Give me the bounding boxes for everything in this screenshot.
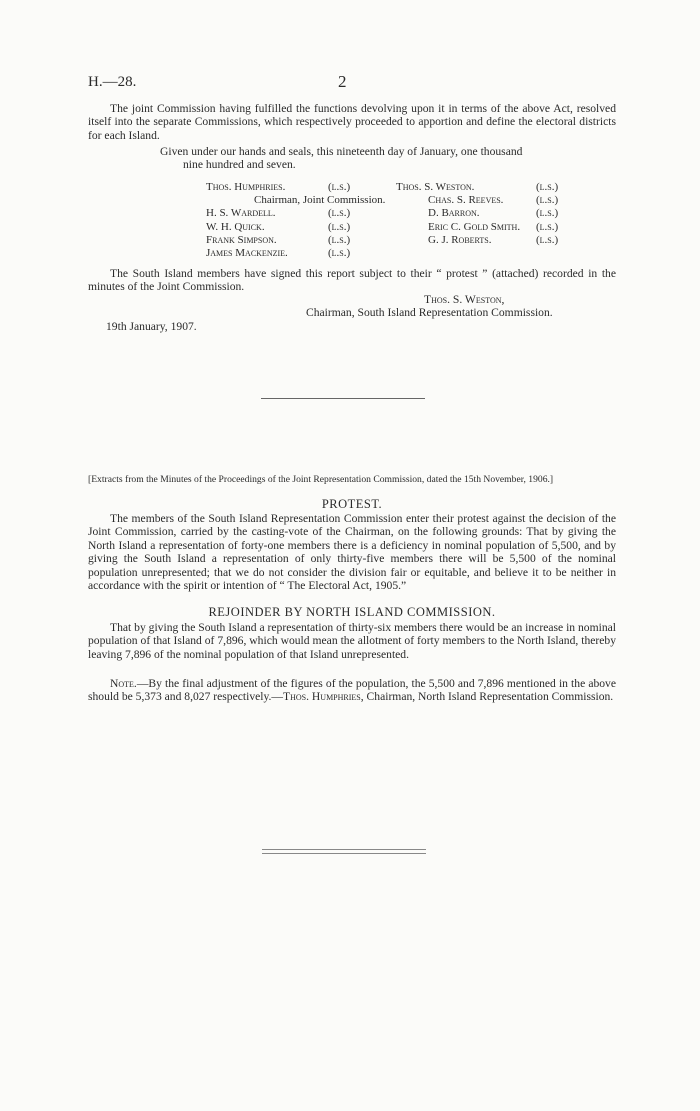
signature-block xyxy=(206,181,626,260)
signature-row xyxy=(206,247,626,260)
signature-row xyxy=(206,234,626,247)
note-signer-tail: , Chairman, North Island Representation Commission. xyxy=(360,690,614,704)
section-divider xyxy=(261,398,425,399)
south-island-note: The South Island members have signed this report subject to their “ protest ” (attached) recorded in the minutes of the Joint Commission. xyxy=(88,267,616,294)
signatory-name: Thos. Humphries. xyxy=(206,181,286,193)
report-date: 19th January, 1907. xyxy=(106,320,197,333)
given-line-1: Given under our hands and seals, this nineteenth day of January, one thousand xyxy=(160,145,523,158)
seal-mark: (l.s.) xyxy=(328,181,351,193)
signatory-name: D. Barron. xyxy=(428,207,480,220)
signatory-name: Chas. S. Reeves. xyxy=(428,194,504,207)
note-signer-name: Thos. Humphries xyxy=(283,690,361,704)
signatory-name: Eric C. Gold Smith. xyxy=(428,220,521,233)
rejoinder-heading: REJOINDER BY NORTH ISLAND COMMISSION. xyxy=(208,605,496,619)
seal-mark: (l.s.) xyxy=(536,220,559,233)
note-signer-title: Chairman, South Island Representation Commission. xyxy=(306,306,553,319)
rejoinder-paragraph: That by giving the South Island a representation of thirty-six members there would be an increase in nominal population of that Island of 7,896, which would mean the allotment of forty members to the North Island, thereby leaving 7,896 of the nominal population of that Island unrepresented. xyxy=(88,621,616,661)
protest-heading: PROTEST. xyxy=(321,497,383,511)
protest-paragraph: The members of the South Island Representation Commission enter their protest against the decision of the Joint Commission, carried by the casting-vote of the Chairman, on the following grounds: That by giving the North Island a representation of forty-one members there is a deficiency in nominal population of 5,500, and by giving the South Island a representation of only thirty-five members there will be 5,500 of the nominal population unrepresented; that we do not consider the division fair or equitable, and believe it to be neither in accordance with the spirit or intention of “ The Electoral Act, 1905.” xyxy=(88,512,616,593)
signatory-name: H. S. Wardell. xyxy=(206,207,276,220)
signature-row xyxy=(206,194,626,207)
signatory-name: Frank Simpson. xyxy=(206,233,277,246)
signatory-name: Thos. S. Weston. xyxy=(396,181,475,193)
seal-mark: (l.s.) xyxy=(536,194,559,207)
intro-paragraph: The joint Commission having fulfilled the functions devolving upon it in terms of the above Act, resolved itself into the separate Commissions, which respectively proceeded to apportion and define the electoral districts for each Island. xyxy=(88,102,616,142)
seal-mark: (l.s.) xyxy=(328,220,351,233)
signature-row xyxy=(206,207,626,220)
seal-mark: (l.s.) xyxy=(536,207,559,220)
signatory-name: James Mackenzie. xyxy=(206,246,288,259)
adjustment-note xyxy=(88,677,616,704)
seal-mark: (l.s.) xyxy=(328,233,351,246)
chairman-title: Chairman, Joint Commission. xyxy=(254,194,386,207)
page-number: 2 xyxy=(338,72,347,91)
note-label: Note. xyxy=(110,677,137,690)
extract-caption: [Extracts from the Minutes of the Proceedings of the Joint Representation Commission, dated the 15th November, 1906.] xyxy=(88,474,554,485)
report-reference: H.—28. xyxy=(88,74,137,90)
signatory-name: G. J. Roberts. xyxy=(428,233,492,246)
seal-mark: (l.s.) xyxy=(536,233,559,246)
end-rule-bottom xyxy=(262,853,426,854)
end-rule-top xyxy=(262,849,426,850)
seal-mark: (l.s.) xyxy=(536,181,559,193)
signature-row xyxy=(206,181,626,194)
seal-mark: (l.s.) xyxy=(328,207,351,220)
signature-row xyxy=(206,221,626,234)
signatory-name: W. H. Quick. xyxy=(206,220,265,233)
note-signer: Thos. S. Weston, xyxy=(424,293,505,306)
note-body: —By the final adjustment of the figures of the population, the 5,500 and 7,896 mentioned in the above should be 5,373 and 8,027 respectively.— xyxy=(88,677,616,704)
seal-mark: (l.s.) xyxy=(328,246,351,259)
given-line-2: nine hundred and seven. xyxy=(183,158,296,171)
